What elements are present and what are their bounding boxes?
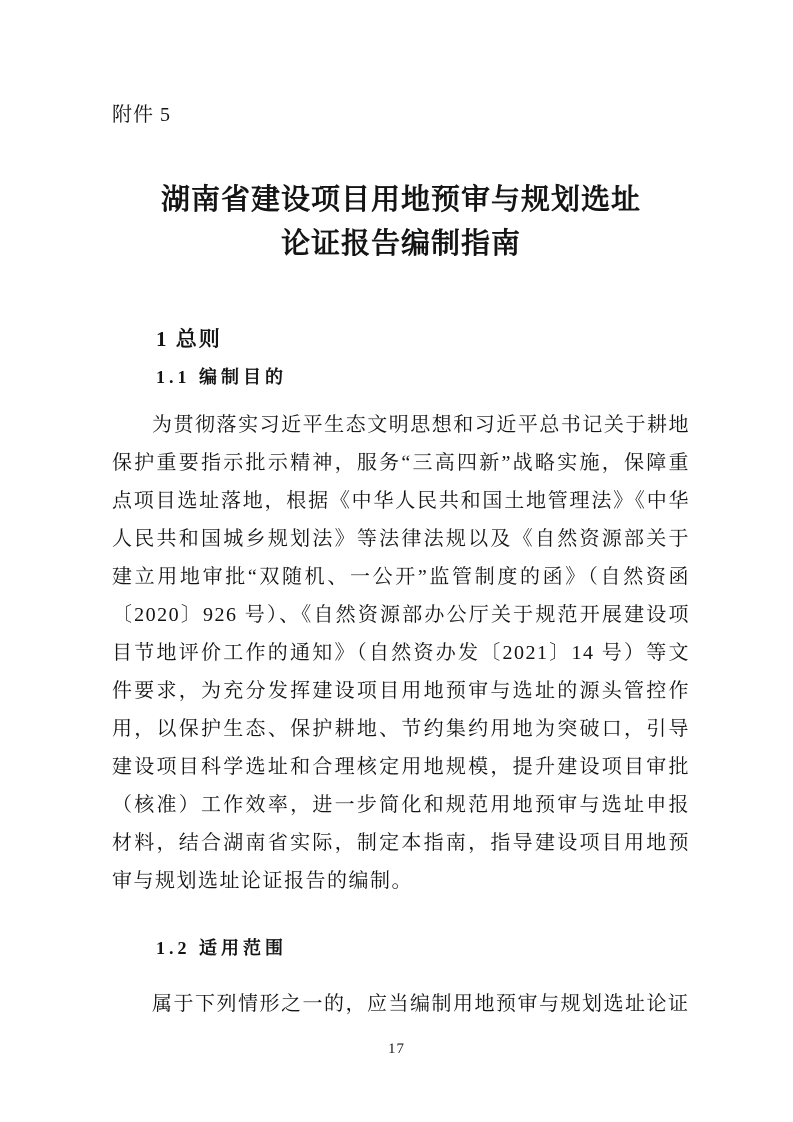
page-number: 17 [388, 1041, 405, 1057]
attachment-label: 附件 5 [112, 104, 171, 126]
document-title-line-2: 论证报告编制指南 [280, 228, 521, 260]
document-title-line-1: 湖南省建设项目用地预审与规划选址 [160, 184, 641, 216]
section-heading-1-2-scope: 1.2 适用范围 [156, 938, 287, 958]
paragraph-1-1-purpose-text: 为贯彻落实习近平生态文明思想和习近平总书记关于耕地保护重要指示批示精神，服务“三高四新”战略实施，保障重点项目选址落地，根据《中华人民共和国土地管理法》《中华人民共和国城乡规划法》等法律法规以及《自然资源部关于建立用地审批“双随机、一公开”监管制度的函》（自然资函〔2020〕926 号）、《自然资源部办公厅关于规范开展建设项目节地评价工作的通知》（自然资办发〔2021〕14 号）等文件要求，为充分发挥建设项目用地预审与选址的源头管控作用，以保护生态、保护耕地、节约集约用地为突破口，引导建设项目科学选址和合理核定用地规模，提升建设项目审批（核准）工作效率，进一步简化和规范用地预审与选址申报材料，结合湖南省实际，制定本指南，指导建设项目用地预审与规划选址论证报告的编制。 [112, 414, 690, 892]
paragraph-1-2-scope-text: 属于下列情形之一的，应当编制用地预审与规划选址论证 [152, 993, 690, 1015]
document-title [112, 178, 690, 266]
section-heading-1-1-purpose: 1.1 编制目的 [156, 367, 287, 387]
chapter-heading-general-provisions: 1 总则 [156, 327, 222, 351]
